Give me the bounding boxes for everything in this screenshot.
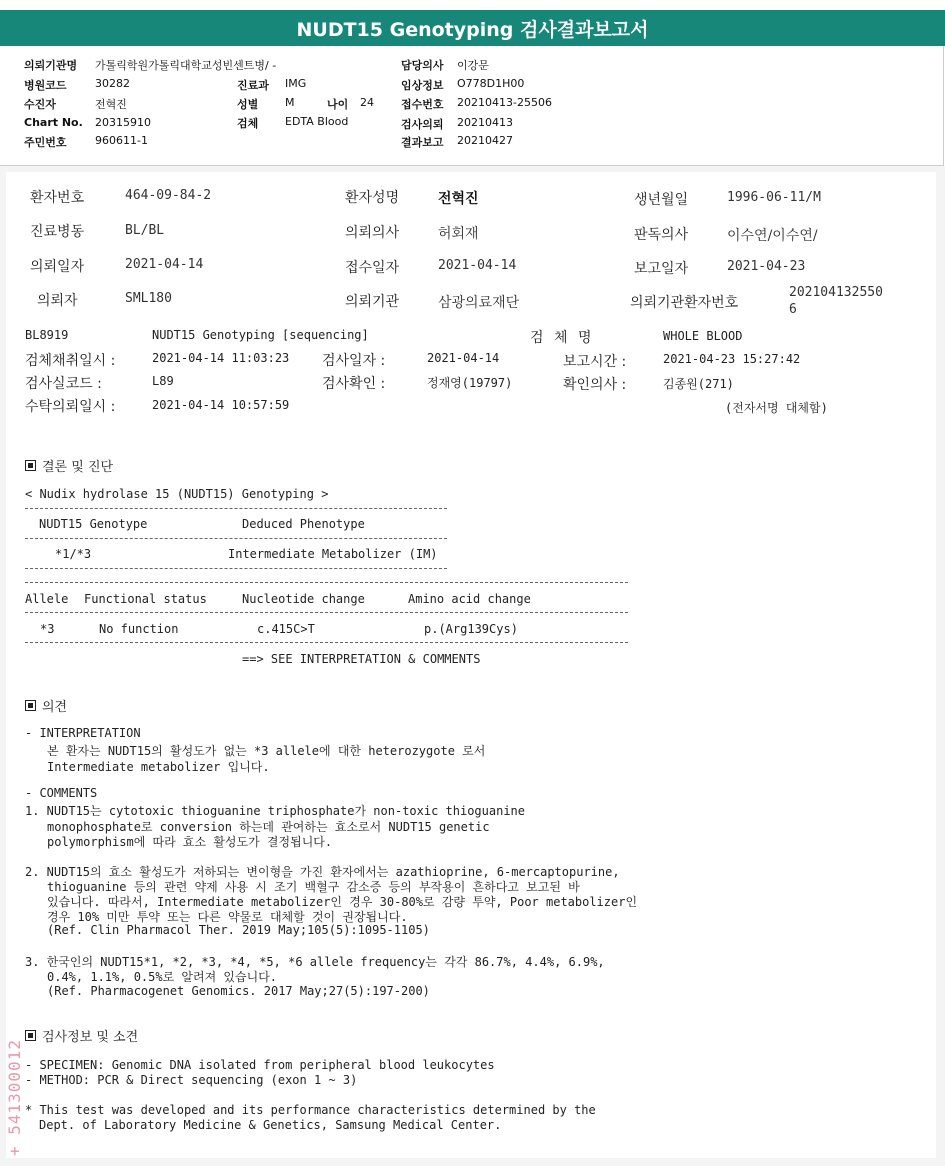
specimen-value: EDTA Blood: [285, 115, 349, 128]
inst-label: 의뢰기관명: [24, 59, 78, 72]
dept-label: 진료과: [237, 79, 269, 92]
pid-value: 464-09-84-2: [125, 188, 212, 203]
request-label: 검사의뢰: [401, 118, 444, 131]
pid-label: 환자번호: [30, 190, 85, 206]
interp-line-1: 본 환자는 NUDT15의 활성도가 없는 *3 allele에 대한 heterozygote 로서: [47, 744, 486, 758]
divider: [25, 642, 628, 643]
report-label: 결과보고: [401, 136, 444, 149]
see-note: ==> SEE INTERPRETATION & COMMENTS: [242, 652, 481, 666]
note-line-2: Dept. of Laboratory Medicine & Genetics, Samsung Medical Center.: [39, 1118, 502, 1132]
vertical-stamp: [0, 1010, 34, 1160]
gene-line: < Nudix hydrolase 15 (NUDT15) Genotyping >: [25, 487, 329, 501]
comments-head: - COMMENTS: [25, 786, 98, 800]
test-name: NUDT15 Genotyping [sequencing]: [152, 328, 369, 342]
comment-3-line-1: 3. 한국인의 NUDT15*1, *2, *3, *4, *5, *6 allele frequency는 각각 86.7%, 4.4%, 6.9%,: [25, 955, 605, 969]
nuc-value: c.415C>T: [257, 622, 315, 636]
patient-value: 전혁진: [95, 98, 127, 111]
rcv-date-label: 접수일자: [345, 260, 400, 276]
test-details-heading-text: 검사정보 및 소견: [42, 1030, 139, 1045]
collect-label: 검체채취일시 :: [25, 353, 116, 369]
divider: [25, 612, 628, 613]
collect-value: 2021-04-14 11:03:23: [152, 351, 290, 365]
col-genotype: NUDT15 Genotype: [39, 517, 148, 531]
conclusion-heading-text: 결론 및 진단: [42, 460, 114, 475]
report-time-value: 2021-04-23 15:27:42: [663, 352, 801, 366]
comment-1-line-2: monophosphate로 conversion 하는데 관여하는 효소로서 NUDT15 genetic: [47, 820, 490, 834]
rrn-label: 주민번호: [24, 136, 67, 149]
report-time-label: 보고시간 :: [563, 354, 627, 370]
sex-value: M: [285, 96, 295, 109]
chart-value: 20315910: [95, 116, 151, 129]
dob-label: 생년월일: [634, 192, 689, 208]
age-value: 24: [360, 96, 374, 109]
rrn-value: 960611-1: [95, 134, 148, 147]
col-allele: Allele: [25, 592, 69, 606]
req-date-label: 의뢰일자: [30, 259, 85, 275]
requester-label: 의뢰자: [37, 293, 78, 309]
conclusion-heading: [25, 456, 113, 475]
name-label: 환자성명: [345, 190, 400, 206]
receipt-value: 20210413-25506: [457, 96, 552, 109]
req-doc-label: 의뢰의사: [345, 225, 400, 241]
ward-label: 진료병동: [30, 224, 85, 240]
test-date-value: 2021-04-14: [427, 351, 500, 365]
rcv-date-value: 2021-04-14: [438, 258, 517, 273]
clinical-value: O778D1H00: [457, 77, 525, 90]
confirm-doc-label: 확인의사 :: [563, 377, 627, 393]
stamp-text: + 541300012: [5, 1039, 24, 1156]
square-bullet-icon: [25, 460, 36, 471]
specimen-detail: - SPECIMEN: Genomic DNA isolated from peripheral blood leukocytes: [25, 1058, 495, 1072]
dept-value: IMG: [285, 77, 307, 90]
phenotype-value: Intermediate Metabolizer (IM): [228, 547, 438, 561]
test-date-label: 검사일자 :: [322, 353, 386, 369]
amino-value: p.(Arg139Cys): [424, 622, 518, 636]
allele-value: *3: [40, 622, 55, 636]
request-value: 20210413: [457, 116, 513, 129]
comment-2-line-2: thioguanine 등의 관련 약제 사용 시 조기 백혈구 감소증 등의 부작용이 흔하다고 보고된 바: [47, 880, 580, 894]
comment-1-line-3: polymorphism에 따라 효소 활성도가 결정됩니다.: [47, 835, 333, 849]
divider: [25, 508, 447, 509]
inst-value: 가톨릭학원가톨릭대학교성빈센트병/ -: [95, 59, 277, 72]
confirm-value: 정재영(19797): [427, 376, 513, 390]
col-amino: Amino acid change: [408, 592, 531, 606]
req-inst-pid-label: 의뢰기관환자번호: [630, 295, 739, 311]
sex-label: 성별: [237, 98, 259, 111]
comment-2-line-1: 2. NUDT15의 효소 활성도가 저하되는 변이형을 가진 환자에서는 azathioprine, 6-mercaptopurine,: [25, 865, 620, 879]
req-doc-value: 허회재: [438, 226, 479, 242]
comment-1-line-1: 1. NUDT15는 cytotoxic thioguanine triphosphate가 non-toxic thioguanine: [25, 804, 526, 818]
status-value: No function: [99, 622, 179, 636]
age-label: 나이: [327, 98, 349, 111]
consign-value: 2021-04-14 10:57:59: [152, 398, 290, 412]
dob-value: 1996-06-11/M: [727, 190, 821, 205]
req-inst-pid-value-line1: 202104132550: [789, 285, 883, 300]
code-value: 30282: [95, 77, 130, 90]
specimen-name-value: WHOLE BLOOD: [663, 329, 743, 343]
comment-3-line-3: (Ref. Pharmacogenet Genomics. 2017 May;27(5):197-200): [47, 984, 430, 998]
note-line-1: * This test was developed and its performance characteristics determined by the: [25, 1103, 596, 1117]
read-doc-label: 판독의사: [634, 227, 689, 243]
rep-date-value: 2021-04-23: [727, 259, 806, 274]
report-title: NUDT15 Genotyping 검사결과보고서: [296, 19, 649, 41]
divider: [25, 582, 628, 583]
opinion-heading: [25, 696, 67, 715]
lab-code-label: 검사실코드 :: [25, 376, 102, 392]
report-value: 20210427: [457, 134, 513, 147]
comment-2-line-5: (Ref. Clin Pharmacol Ther. 2019 May;105(5):1095-1105): [47, 923, 430, 937]
req-date-value: 2021-04-14: [125, 257, 204, 272]
code-label: 병원코드: [24, 79, 67, 92]
consign-label: 수탁의뢰일시 :: [25, 399, 116, 415]
specimen-label: 검체: [237, 117, 259, 130]
chart-label: Chart No.: [24, 116, 83, 129]
receipt-label: 접수번호: [401, 98, 444, 111]
confirm-label: 검사확인 :: [322, 376, 386, 392]
method-detail: - METHOD: PCR & Direct sequencing (exon 1 ~ 3): [25, 1073, 358, 1087]
col-phenotype: Deduced Phenotype: [242, 517, 365, 531]
req-inst-value: 삼광의료재단: [438, 295, 520, 311]
esign-note: (전자서명 대체함): [725, 401, 828, 415]
ward-value: BL/BL: [125, 223, 165, 238]
specimen-name-label: 검 체 명: [530, 330, 592, 346]
doctor-value: 이강문: [457, 59, 489, 72]
req-inst-label: 의뢰기관: [345, 294, 400, 310]
test-code: BL8919: [25, 328, 69, 342]
col-nuc: Nucleotide change: [242, 592, 365, 606]
rep-date-label: 보고일자: [634, 261, 689, 277]
test-details-heading: [25, 1026, 138, 1045]
col-status: Functional status: [84, 592, 207, 606]
interp-line-2: Intermediate metabolizer 입니다.: [47, 760, 270, 774]
patient-label: 수진자: [24, 98, 56, 111]
square-bullet-icon: [25, 700, 36, 711]
confirm-doc-value: 김종원(271): [663, 377, 734, 391]
name-value: 전혁진: [438, 191, 479, 207]
divider: [25, 538, 447, 539]
comment-2-line-4: 경우 10% 미만 투약 또는 다른 약물로 대체할 것이 권장됩니다.: [47, 910, 408, 924]
comment-3-line-2: 0.4%, 1.1%, 0.5%로 알려져 있습니다.: [47, 970, 278, 984]
comment-2-line-3: 있습니다. 따라서, Intermediate metabolizer인 경우 30-80%로 감량 투약, Poor metabolizer인: [47, 895, 638, 909]
opinion-heading-text: 의견: [42, 700, 68, 715]
divider: [25, 568, 447, 569]
interp-head: - INTERPRETATION: [25, 726, 141, 740]
doctor-label: 담당의사: [401, 59, 444, 72]
requester-value: SML180: [125, 291, 172, 306]
req-inst-pid-value-line2: 6: [789, 302, 797, 317]
lab-code-value: L89: [152, 374, 174, 388]
genotype-value: *1/*3: [55, 547, 92, 561]
clinical-label: 임상정보: [401, 79, 444, 92]
read-doc-value: 이수연/이수연/: [727, 228, 818, 244]
